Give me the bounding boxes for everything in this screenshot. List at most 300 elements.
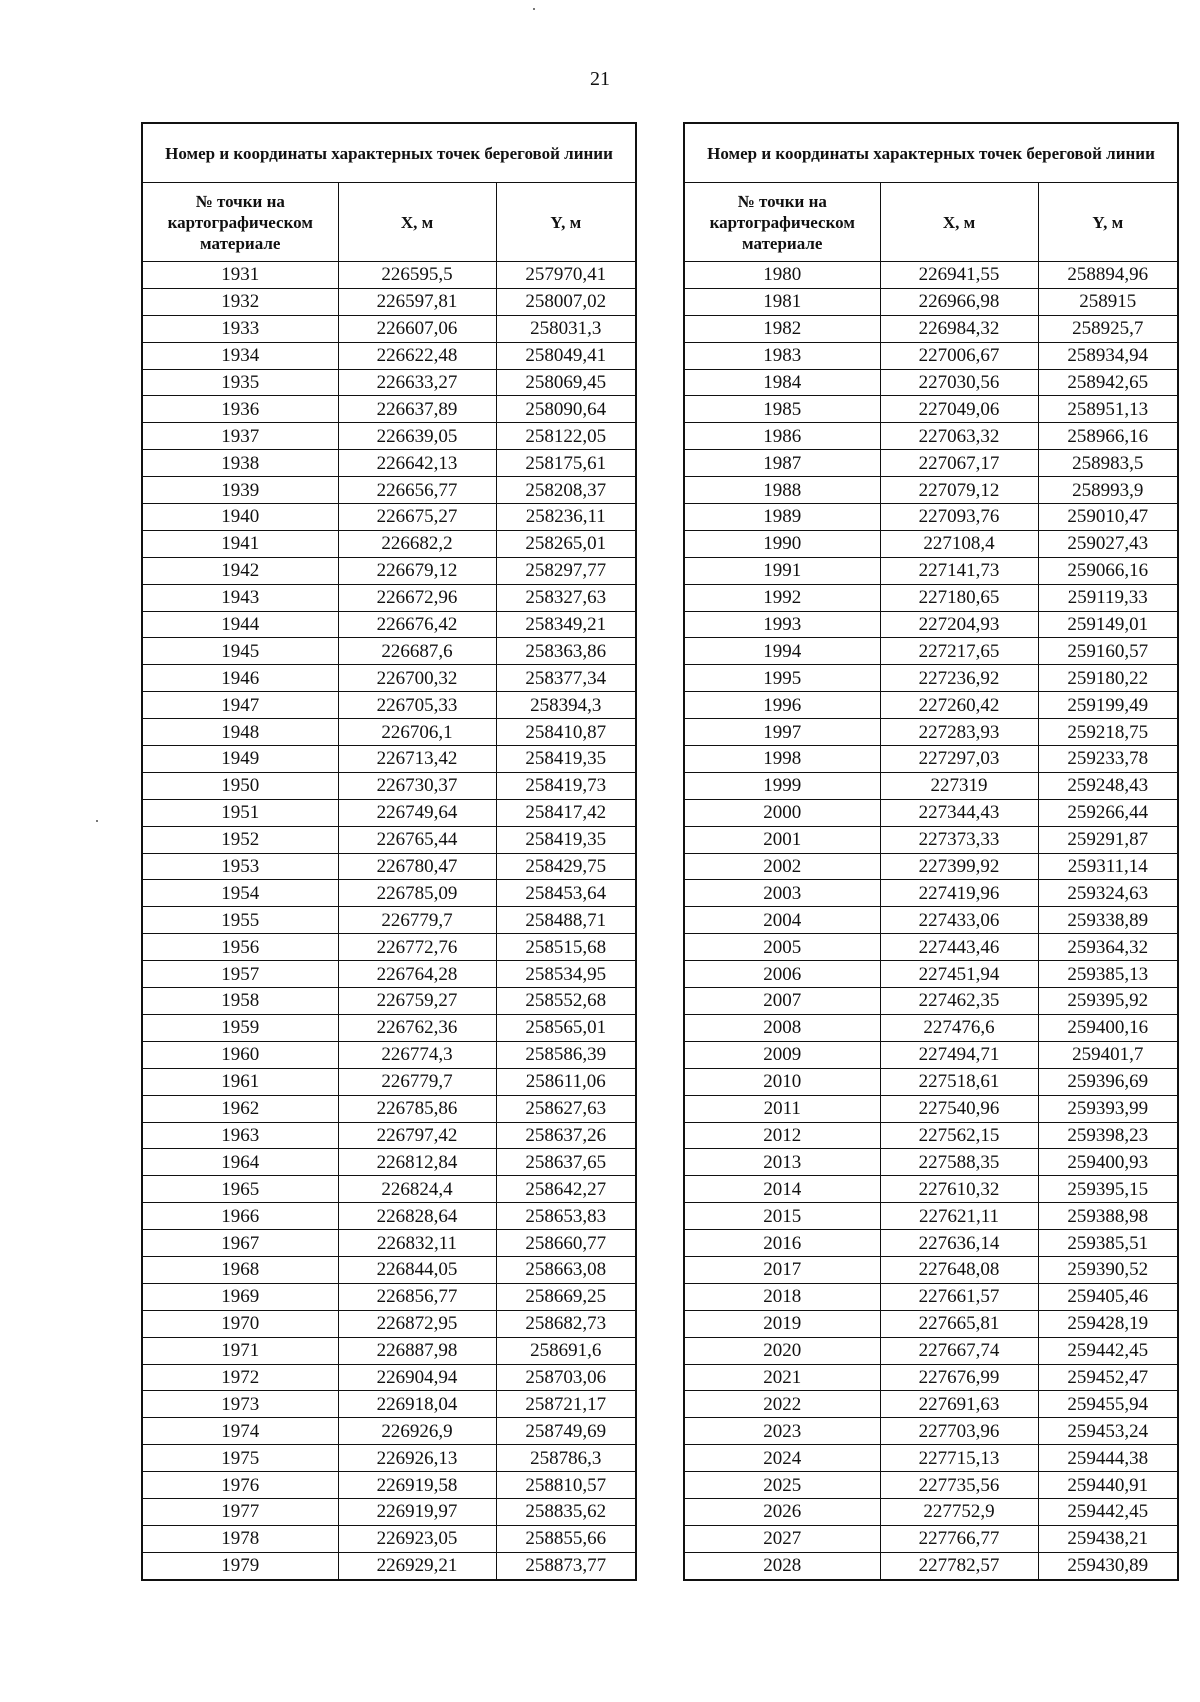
point-number-cell: 1998 xyxy=(684,746,880,773)
x-coordinate-cell: 226749,64 xyxy=(338,799,496,826)
y-coordinate-cell: 258069,45 xyxy=(496,369,636,396)
x-coordinate-cell: 227462,35 xyxy=(880,988,1038,1015)
y-coordinate-cell: 259027,43 xyxy=(1038,530,1178,557)
table-row xyxy=(142,504,636,531)
x-coordinate-cell: 227540,96 xyxy=(880,1095,1038,1122)
y-coordinate-cell: 259400,93 xyxy=(1038,1149,1178,1176)
y-coordinate-cell: 258394,3 xyxy=(496,692,636,719)
table-row xyxy=(684,1014,1178,1041)
point-number-cell: 1980 xyxy=(684,262,880,289)
y-coordinate-cell: 258410,87 xyxy=(496,719,636,746)
table-row xyxy=(684,988,1178,1015)
y-coordinate-cell: 259266,44 xyxy=(1038,799,1178,826)
y-coordinate-cell: 258327,63 xyxy=(496,584,636,611)
table-row xyxy=(142,853,636,880)
point-number-cell: 1995 xyxy=(684,665,880,692)
x-coordinate-cell: 226919,58 xyxy=(338,1472,496,1499)
table-row xyxy=(142,1525,636,1552)
point-number-cell: 1957 xyxy=(142,961,338,988)
column-header-point-number: № точки на картографическом материале xyxy=(684,183,880,262)
y-coordinate-cell: 258377,34 xyxy=(496,665,636,692)
y-coordinate-cell: 258642,27 xyxy=(496,1176,636,1203)
table-group-title: Номер и координаты характерных точек береговой линии xyxy=(142,123,636,183)
y-coordinate-cell: 259395,92 xyxy=(1038,988,1178,1015)
y-coordinate-cell: 258349,21 xyxy=(496,611,636,638)
coordinates-table-right xyxy=(683,122,1179,1581)
y-coordinate-cell: 258265,01 xyxy=(496,530,636,557)
x-coordinate-cell: 227715,13 xyxy=(880,1445,1038,1472)
x-coordinate-cell: 226772,76 xyxy=(338,934,496,961)
table-row xyxy=(142,288,636,315)
y-coordinate-cell: 258429,75 xyxy=(496,853,636,880)
point-number-cell: 1999 xyxy=(684,772,880,799)
x-coordinate-cell: 227494,71 xyxy=(880,1041,1038,1068)
point-number-cell: 1959 xyxy=(142,1014,338,1041)
y-coordinate-cell: 259444,38 xyxy=(1038,1445,1178,1472)
point-number-cell: 2001 xyxy=(684,826,880,853)
page-number: 21 xyxy=(590,68,610,90)
y-coordinate-cell: 259338,89 xyxy=(1038,907,1178,934)
x-coordinate-cell: 227217,65 xyxy=(880,638,1038,665)
table-row xyxy=(684,799,1178,826)
column-header-x: X, м xyxy=(880,183,1038,262)
table-row xyxy=(142,665,636,692)
y-coordinate-cell: 258417,42 xyxy=(496,799,636,826)
point-number-cell: 1940 xyxy=(142,504,338,531)
y-coordinate-cell: 259390,52 xyxy=(1038,1256,1178,1283)
table-row xyxy=(684,1552,1178,1579)
x-coordinate-cell: 226642,13 xyxy=(338,450,496,477)
x-coordinate-cell: 226713,42 xyxy=(338,746,496,773)
table-row xyxy=(684,315,1178,342)
point-number-cell: 1986 xyxy=(684,423,880,450)
point-number-cell: 1987 xyxy=(684,450,880,477)
table-row xyxy=(142,611,636,638)
point-number-cell: 2002 xyxy=(684,853,880,880)
x-coordinate-cell: 226926,9 xyxy=(338,1418,496,1445)
y-coordinate-cell: 258611,06 xyxy=(496,1068,636,1095)
table-row xyxy=(142,396,636,423)
table-row xyxy=(142,1068,636,1095)
table-body-left xyxy=(142,262,636,1580)
point-number-cell: 1993 xyxy=(684,611,880,638)
y-coordinate-cell: 259453,24 xyxy=(1038,1418,1178,1445)
point-number-cell: 1984 xyxy=(684,369,880,396)
point-number-cell: 1934 xyxy=(142,342,338,369)
x-coordinate-cell: 226705,33 xyxy=(338,692,496,719)
x-coordinate-cell: 227676,99 xyxy=(880,1364,1038,1391)
point-number-cell: 1942 xyxy=(142,557,338,584)
y-coordinate-cell: 259233,78 xyxy=(1038,746,1178,773)
x-coordinate-cell: 227476,6 xyxy=(880,1014,1038,1041)
x-coordinate-cell: 227204,93 xyxy=(880,611,1038,638)
table-row xyxy=(142,342,636,369)
table-row xyxy=(684,611,1178,638)
point-number-cell: 1949 xyxy=(142,746,338,773)
x-coordinate-cell: 226812,84 xyxy=(338,1149,496,1176)
x-coordinate-cell: 227283,93 xyxy=(880,719,1038,746)
point-number-cell: 2016 xyxy=(684,1230,880,1257)
y-coordinate-cell: 259395,15 xyxy=(1038,1176,1178,1203)
x-coordinate-cell: 227451,94 xyxy=(880,961,1038,988)
point-number-cell: 1939 xyxy=(142,477,338,504)
y-coordinate-cell: 258586,39 xyxy=(496,1041,636,1068)
table-row xyxy=(684,584,1178,611)
table-row xyxy=(142,1472,636,1499)
point-number-cell: 1988 xyxy=(684,477,880,504)
point-number-cell: 2027 xyxy=(684,1525,880,1552)
point-number-cell: 2028 xyxy=(684,1552,880,1579)
table-row xyxy=(684,665,1178,692)
table-row xyxy=(684,1472,1178,1499)
table-row xyxy=(142,1122,636,1149)
x-coordinate-cell: 227661,57 xyxy=(880,1283,1038,1310)
point-number-cell: 1943 xyxy=(142,584,338,611)
y-coordinate-cell: 258934,94 xyxy=(1038,342,1178,369)
x-coordinate-cell: 226764,28 xyxy=(338,961,496,988)
x-coordinate-cell: 227443,46 xyxy=(880,934,1038,961)
x-coordinate-cell: 226682,2 xyxy=(338,530,496,557)
point-number-cell: 1982 xyxy=(684,315,880,342)
point-number-cell: 1935 xyxy=(142,369,338,396)
point-number-cell: 2006 xyxy=(684,961,880,988)
table-row xyxy=(684,1364,1178,1391)
y-coordinate-cell: 259160,57 xyxy=(1038,638,1178,665)
y-coordinate-cell: 258749,69 xyxy=(496,1418,636,1445)
table-row xyxy=(142,1552,636,1579)
y-coordinate-cell: 259385,51 xyxy=(1038,1230,1178,1257)
table-row xyxy=(684,961,1178,988)
y-coordinate-cell: 258419,35 xyxy=(496,826,636,853)
y-coordinate-cell: 258552,68 xyxy=(496,988,636,1015)
table-row xyxy=(684,746,1178,773)
point-number-cell: 2000 xyxy=(684,799,880,826)
table-row xyxy=(684,1203,1178,1230)
x-coordinate-cell: 226824,4 xyxy=(338,1176,496,1203)
point-number-cell: 2022 xyxy=(684,1391,880,1418)
point-number-cell: 1960 xyxy=(142,1041,338,1068)
table-row xyxy=(684,907,1178,934)
table-row xyxy=(684,342,1178,369)
column-header-y: Y, м xyxy=(496,183,636,262)
y-coordinate-cell: 258915 xyxy=(1038,288,1178,315)
x-coordinate-cell: 227079,12 xyxy=(880,477,1038,504)
table-row xyxy=(684,262,1178,289)
x-coordinate-cell: 226730,37 xyxy=(338,772,496,799)
table-row xyxy=(142,880,636,907)
x-coordinate-cell: 226639,05 xyxy=(338,423,496,450)
point-number-cell: 1952 xyxy=(142,826,338,853)
point-number-cell: 1968 xyxy=(142,1256,338,1283)
x-coordinate-cell: 226676,42 xyxy=(338,611,496,638)
table-row xyxy=(684,1256,1178,1283)
scan-speck xyxy=(96,820,98,822)
x-coordinate-cell: 226832,11 xyxy=(338,1230,496,1257)
x-coordinate-cell: 226607,06 xyxy=(338,315,496,342)
point-number-cell: 2007 xyxy=(684,988,880,1015)
x-coordinate-cell: 226797,42 xyxy=(338,1122,496,1149)
table-row xyxy=(142,423,636,450)
point-number-cell: 2004 xyxy=(684,907,880,934)
y-coordinate-cell: 258703,06 xyxy=(496,1364,636,1391)
point-number-cell: 1937 xyxy=(142,423,338,450)
x-coordinate-cell: 226828,64 xyxy=(338,1203,496,1230)
coordinates-table-left xyxy=(141,122,637,1581)
y-coordinate-cell: 258660,77 xyxy=(496,1230,636,1257)
table-row xyxy=(142,584,636,611)
y-coordinate-cell: 259405,46 xyxy=(1038,1283,1178,1310)
y-coordinate-cell: 258007,02 xyxy=(496,288,636,315)
y-coordinate-cell: 258925,7 xyxy=(1038,315,1178,342)
table-row xyxy=(684,638,1178,665)
table-row xyxy=(142,1256,636,1283)
y-coordinate-cell: 258122,05 xyxy=(496,423,636,450)
point-number-cell: 1948 xyxy=(142,719,338,746)
y-coordinate-cell: 259119,33 xyxy=(1038,584,1178,611)
point-number-cell: 1977 xyxy=(142,1498,338,1525)
x-coordinate-cell: 227636,14 xyxy=(880,1230,1038,1257)
x-coordinate-cell: 227344,43 xyxy=(880,799,1038,826)
point-number-cell: 1996 xyxy=(684,692,880,719)
y-coordinate-cell: 258363,86 xyxy=(496,638,636,665)
table-row xyxy=(142,1149,636,1176)
table-row xyxy=(684,880,1178,907)
point-number-cell: 2025 xyxy=(684,1472,880,1499)
y-coordinate-cell: 258786,3 xyxy=(496,1445,636,1472)
table-row xyxy=(142,530,636,557)
point-number-cell: 1981 xyxy=(684,288,880,315)
x-coordinate-cell: 226984,32 xyxy=(880,315,1038,342)
x-coordinate-cell: 226966,98 xyxy=(880,288,1038,315)
table-row xyxy=(684,450,1178,477)
table-row xyxy=(142,1283,636,1310)
table-row xyxy=(684,826,1178,853)
point-number-cell: 1997 xyxy=(684,719,880,746)
y-coordinate-cell: 259442,45 xyxy=(1038,1498,1178,1525)
y-coordinate-cell: 259430,89 xyxy=(1038,1552,1178,1579)
table-row xyxy=(684,1391,1178,1418)
point-number-cell: 1931 xyxy=(142,262,338,289)
y-coordinate-cell: 258419,73 xyxy=(496,772,636,799)
point-number-cell: 1969 xyxy=(142,1283,338,1310)
y-coordinate-cell: 259398,23 xyxy=(1038,1122,1178,1149)
point-number-cell: 1953 xyxy=(142,853,338,880)
point-number-cell: 1978 xyxy=(142,1525,338,1552)
table-row xyxy=(684,853,1178,880)
table-row xyxy=(684,1149,1178,1176)
x-coordinate-cell: 227433,06 xyxy=(880,907,1038,934)
point-number-cell: 1966 xyxy=(142,1203,338,1230)
point-number-cell: 1945 xyxy=(142,638,338,665)
table-row xyxy=(142,1337,636,1364)
table-row xyxy=(142,907,636,934)
x-coordinate-cell: 226887,98 xyxy=(338,1337,496,1364)
point-number-cell: 2014 xyxy=(684,1176,880,1203)
table-row xyxy=(142,826,636,853)
point-number-cell: 1975 xyxy=(142,1445,338,1472)
table-row xyxy=(142,1498,636,1525)
x-coordinate-cell: 227782,57 xyxy=(880,1552,1038,1579)
x-coordinate-cell: 227067,17 xyxy=(880,450,1038,477)
table-row xyxy=(142,1391,636,1418)
x-coordinate-cell: 227588,35 xyxy=(880,1149,1038,1176)
y-coordinate-cell: 258894,96 xyxy=(1038,262,1178,289)
column-header-x: X, м xyxy=(338,183,496,262)
point-number-cell: 1967 xyxy=(142,1230,338,1257)
y-coordinate-cell: 258942,65 xyxy=(1038,369,1178,396)
point-number-cell: 2021 xyxy=(684,1364,880,1391)
x-coordinate-cell: 226844,05 xyxy=(338,1256,496,1283)
y-coordinate-cell: 258966,16 xyxy=(1038,423,1178,450)
table-row xyxy=(142,315,636,342)
table-row xyxy=(142,1203,636,1230)
table-row xyxy=(142,1445,636,1472)
point-number-cell: 2011 xyxy=(684,1095,880,1122)
x-coordinate-cell: 227691,63 xyxy=(880,1391,1038,1418)
x-coordinate-cell: 226919,97 xyxy=(338,1498,496,1525)
point-number-cell: 1962 xyxy=(142,1095,338,1122)
y-coordinate-cell: 258663,08 xyxy=(496,1256,636,1283)
y-coordinate-cell: 259452,47 xyxy=(1038,1364,1178,1391)
table-row xyxy=(142,1176,636,1203)
x-coordinate-cell: 226779,7 xyxy=(338,1068,496,1095)
y-coordinate-cell: 258951,13 xyxy=(1038,396,1178,423)
y-coordinate-cell: 258049,41 xyxy=(496,342,636,369)
table-row xyxy=(684,1283,1178,1310)
point-number-cell: 1932 xyxy=(142,288,338,315)
column-header-point-number: № точки на картографическом материале xyxy=(142,183,338,262)
point-number-cell: 1965 xyxy=(142,1176,338,1203)
point-number-cell: 1990 xyxy=(684,530,880,557)
table-row xyxy=(684,423,1178,450)
y-coordinate-cell: 259311,14 xyxy=(1038,853,1178,880)
point-number-cell: 1961 xyxy=(142,1068,338,1095)
point-number-cell: 1958 xyxy=(142,988,338,1015)
y-coordinate-cell: 258873,77 xyxy=(496,1552,636,1579)
x-coordinate-cell: 227665,81 xyxy=(880,1310,1038,1337)
table-row xyxy=(684,934,1178,961)
y-coordinate-cell: 258691,6 xyxy=(496,1337,636,1364)
y-coordinate-cell: 257970,41 xyxy=(496,262,636,289)
point-number-cell: 1950 xyxy=(142,772,338,799)
point-number-cell: 1985 xyxy=(684,396,880,423)
table-row xyxy=(684,1041,1178,1068)
column-header-y: Y, м xyxy=(1038,183,1178,262)
table-row xyxy=(142,1095,636,1122)
point-number-cell: 2017 xyxy=(684,1256,880,1283)
y-coordinate-cell: 258637,65 xyxy=(496,1149,636,1176)
point-number-cell: 2023 xyxy=(684,1418,880,1445)
y-coordinate-cell: 258835,62 xyxy=(496,1498,636,1525)
x-coordinate-cell: 226780,47 xyxy=(338,853,496,880)
x-coordinate-cell: 226622,48 xyxy=(338,342,496,369)
point-number-cell: 1979 xyxy=(142,1552,338,1579)
table-row xyxy=(142,692,636,719)
y-coordinate-cell: 259440,91 xyxy=(1038,1472,1178,1499)
x-coordinate-cell: 227648,08 xyxy=(880,1256,1038,1283)
table-row xyxy=(684,557,1178,584)
point-number-cell: 2012 xyxy=(684,1122,880,1149)
x-coordinate-cell: 227621,11 xyxy=(880,1203,1038,1230)
x-coordinate-cell: 226923,05 xyxy=(338,1525,496,1552)
table-row xyxy=(142,1014,636,1041)
point-number-cell: 1973 xyxy=(142,1391,338,1418)
x-coordinate-cell: 226595,5 xyxy=(338,262,496,289)
x-coordinate-cell: 226785,09 xyxy=(338,880,496,907)
x-coordinate-cell: 226675,27 xyxy=(338,504,496,531)
x-coordinate-cell: 226637,89 xyxy=(338,396,496,423)
table-row xyxy=(684,396,1178,423)
y-coordinate-cell: 259428,19 xyxy=(1038,1310,1178,1337)
x-coordinate-cell: 227141,73 xyxy=(880,557,1038,584)
x-coordinate-cell: 227180,65 xyxy=(880,584,1038,611)
point-number-cell: 1970 xyxy=(142,1310,338,1337)
y-coordinate-cell: 258637,26 xyxy=(496,1122,636,1149)
y-coordinate-cell: 259393,99 xyxy=(1038,1095,1178,1122)
point-number-cell: 1944 xyxy=(142,611,338,638)
y-coordinate-cell: 259180,22 xyxy=(1038,665,1178,692)
table-row xyxy=(142,1310,636,1337)
x-coordinate-cell: 226672,96 xyxy=(338,584,496,611)
y-coordinate-cell: 259324,63 xyxy=(1038,880,1178,907)
table-row xyxy=(684,1122,1178,1149)
x-coordinate-cell: 226904,94 xyxy=(338,1364,496,1391)
table-row xyxy=(142,1041,636,1068)
table-row xyxy=(684,288,1178,315)
x-coordinate-cell: 227373,33 xyxy=(880,826,1038,853)
table-row xyxy=(684,1525,1178,1552)
table-row xyxy=(684,1068,1178,1095)
table-row xyxy=(142,772,636,799)
x-coordinate-cell: 227703,96 xyxy=(880,1418,1038,1445)
point-number-cell: 1955 xyxy=(142,907,338,934)
point-number-cell: 1936 xyxy=(142,396,338,423)
x-coordinate-cell: 227752,9 xyxy=(880,1498,1038,1525)
table-row xyxy=(142,934,636,961)
x-coordinate-cell: 226765,44 xyxy=(338,826,496,853)
table-row xyxy=(684,369,1178,396)
y-coordinate-cell: 258983,5 xyxy=(1038,450,1178,477)
y-coordinate-cell: 259385,13 xyxy=(1038,961,1178,988)
table-row xyxy=(142,1418,636,1445)
point-number-cell: 2005 xyxy=(684,934,880,961)
y-coordinate-cell: 259149,01 xyxy=(1038,611,1178,638)
x-coordinate-cell: 227399,92 xyxy=(880,853,1038,880)
x-coordinate-cell: 226597,81 xyxy=(338,288,496,315)
table-row xyxy=(684,692,1178,719)
table-row xyxy=(684,719,1178,746)
x-coordinate-cell: 227260,42 xyxy=(880,692,1038,719)
point-number-cell: 1992 xyxy=(684,584,880,611)
y-coordinate-cell: 258627,63 xyxy=(496,1095,636,1122)
y-coordinate-cell: 258175,61 xyxy=(496,450,636,477)
y-coordinate-cell: 259442,45 xyxy=(1038,1337,1178,1364)
x-coordinate-cell: 227063,32 xyxy=(880,423,1038,450)
table-row xyxy=(142,369,636,396)
y-coordinate-cell: 259396,69 xyxy=(1038,1068,1178,1095)
y-coordinate-cell: 259388,98 xyxy=(1038,1203,1178,1230)
table-row xyxy=(684,1337,1178,1364)
x-coordinate-cell: 227093,76 xyxy=(880,504,1038,531)
table-row xyxy=(684,1310,1178,1337)
y-coordinate-cell: 259455,94 xyxy=(1038,1391,1178,1418)
y-coordinate-cell: 258453,64 xyxy=(496,880,636,907)
y-coordinate-cell: 258090,64 xyxy=(496,396,636,423)
table-row xyxy=(684,504,1178,531)
point-number-cell: 2020 xyxy=(684,1337,880,1364)
x-coordinate-cell: 226918,04 xyxy=(338,1391,496,1418)
point-number-cell: 2013 xyxy=(684,1149,880,1176)
